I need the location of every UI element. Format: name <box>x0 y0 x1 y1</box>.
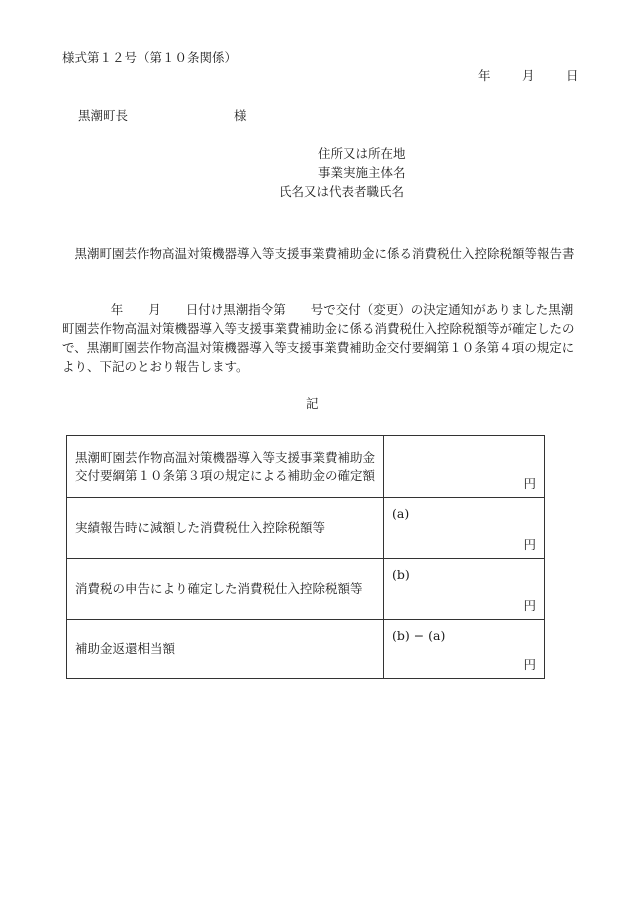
addressee-honorific: 様 <box>234 108 247 123</box>
amount-note: (b) <box>392 567 410 582</box>
yen-unit: 円 <box>523 657 536 672</box>
yen-unit: 円 <box>523 598 536 613</box>
date-month: 月 <box>522 68 535 83</box>
table-row <box>67 498 545 559</box>
row-label: 実績報告時に減額した消費税仕入控除税額等 <box>67 498 384 559</box>
amount-note: (b) − (a) <box>392 628 446 643</box>
amount-cell <box>384 620 545 679</box>
row-label: 消費税の申告により確定した消費税仕入控除税額等 <box>67 559 384 620</box>
yen-unit: 円 <box>523 537 536 552</box>
row-label: 黒潮町園芸作物高温対策機器導入等支援事業費補助金交付要綱第１０条第３項の規定による補助金の確定額 <box>67 436 384 498</box>
address-label: 住所又は所在地 <box>318 146 406 161</box>
report-table <box>66 435 545 679</box>
date-year: 年 <box>478 68 491 83</box>
amount-cell <box>384 436 545 498</box>
amount-cell <box>384 498 545 559</box>
table-row <box>67 620 545 679</box>
addressee-name: 黒潮町長 <box>78 108 129 123</box>
yen-unit: 円 <box>523 476 536 491</box>
date-day: 日 <box>566 68 579 83</box>
row-label: 補助金返還相当額 <box>67 620 384 679</box>
table-row <box>67 559 545 620</box>
amount-note: (a) <box>392 506 410 521</box>
name-label: 氏名又は代表者職氏名 <box>279 184 405 199</box>
report-body: 年 月 日付け黒潮指令第 号で交付（変更）の決定通知がありました黒潮町園芸作物高温対策機器導入等支援事業費補助金に係る消費税仕入控除税額等が確定したので、黒潮町園芸作物高温対策機器導入等支援事業費補助金交付要綱第１０条第４項の規定により、下記のとおり報告します。 <box>62 302 575 374</box>
table-row <box>67 436 545 498</box>
report-title: 黒潮町園芸作物高温対策機器導入等支援事業費補助金に係る消費税仕入控除税額等報告書 <box>74 246 575 261</box>
amount-cell <box>384 559 545 620</box>
entity-label: 事業実施主体名 <box>318 165 406 180</box>
form-number: 様式第１２号（第１０条関係） <box>62 50 238 65</box>
ki-heading: 記 <box>306 396 319 411</box>
